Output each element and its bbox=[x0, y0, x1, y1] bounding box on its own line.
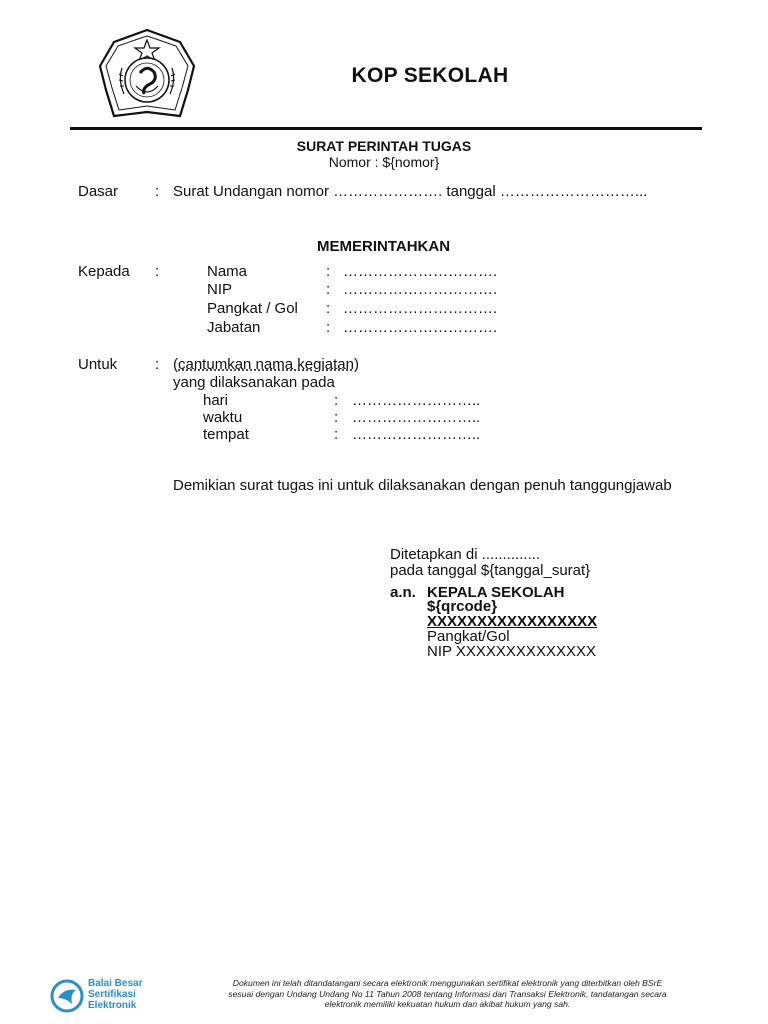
field-hari-colon: : bbox=[334, 392, 339, 409]
field-nip-value: …………………………. bbox=[343, 281, 498, 298]
footer-line-1: Dokumen ini telah ditandatangani secara elektronik menggunakan sertifikat elektronik yang diterbitkan oleh BSrE bbox=[232, 978, 663, 988]
field-pangkat-value: …………………………. bbox=[343, 300, 498, 317]
document-number: Nomor : ${nomor} bbox=[328, 154, 440, 170]
bsre-logo-line-3: Elektronik bbox=[88, 1000, 137, 1011]
dasar-colon: : bbox=[155, 183, 160, 200]
closing-statement: Demikian surat tugas ini untuk dilaksanakan dengan penuh tanggungjawab bbox=[173, 477, 672, 494]
field-waktu-label: waktu bbox=[203, 409, 243, 426]
field-nip-label: NIP bbox=[207, 281, 233, 298]
untuk-label: Untuk bbox=[78, 356, 118, 373]
signature-qrcode: ${qrcode} bbox=[427, 598, 498, 615]
field-pangkat-colon: : bbox=[326, 300, 331, 317]
field-tempat-value: …………………….. bbox=[352, 426, 481, 443]
bsre-logo-line-2: Sertifikasi bbox=[88, 989, 136, 1000]
field-waktu-value: …………………….. bbox=[352, 409, 481, 426]
field-jabatan-value: …………………………. bbox=[343, 319, 498, 336]
field-jabatan-colon: : bbox=[326, 319, 331, 336]
activity-open-paren: ( bbox=[173, 356, 178, 373]
school-emblem-icon bbox=[92, 28, 202, 122]
bsre-logo-line-1: Balai Besar bbox=[88, 978, 143, 989]
document-title: SURAT PERINTAH TUGAS bbox=[296, 138, 472, 154]
activity-close-paren: ) bbox=[353, 356, 359, 373]
signer-rank: Pangkat/Gol bbox=[427, 628, 510, 645]
command-heading: MEMERINTAHKAN bbox=[317, 238, 451, 255]
footer-disclaimer bbox=[180, 978, 715, 1010]
bsre-logo bbox=[50, 978, 160, 1014]
activity-line bbox=[173, 356, 359, 374]
footer-line-3: elektronik memiliki kekuatan hukum dan akibat hukum yang sah. bbox=[324, 999, 571, 1009]
signature-date: pada tanggal ${tanggal_surat} bbox=[390, 562, 591, 579]
signature-an: a.n. bbox=[390, 584, 416, 601]
kepada-label: Kepada bbox=[78, 263, 130, 280]
dasar-text: Surat Undangan nomor …………………. tanggal ………………………... bbox=[173, 183, 648, 200]
kepada-colon: : bbox=[155, 263, 160, 280]
field-waktu-colon: : bbox=[334, 409, 339, 426]
dasar-label: Dasar bbox=[78, 183, 119, 200]
field-tempat-colon: : bbox=[334, 426, 339, 443]
footer-line-2: sesuai dengan Undang Undang No 11 Tahun 2008 tentang Informasi dan Transaksi Elektronik, tandatangan secara bbox=[228, 988, 667, 999]
untuk-subtitle: yang dilaksanakan pada bbox=[173, 374, 335, 391]
activity-placeholder: cantumkan nama kegiatan bbox=[178, 356, 354, 373]
signature-place: Ditetapkan di .............. bbox=[390, 546, 541, 563]
header-divider bbox=[70, 127, 702, 130]
field-pangkat-label: Pangkat / Gol bbox=[207, 300, 298, 317]
field-hari-value: …………………….. bbox=[352, 392, 481, 409]
signer-nip: NIP XXXXXXXXXXXXXX bbox=[427, 643, 596, 660]
field-nama-value: …………………………. bbox=[343, 263, 498, 280]
untuk-colon: : bbox=[155, 356, 160, 373]
field-jabatan-label: Jabatan bbox=[207, 319, 261, 336]
field-nama-colon: : bbox=[326, 263, 331, 280]
field-nip-colon: : bbox=[326, 281, 331, 298]
school-letterhead-title: KOP SEKOLAH bbox=[351, 64, 509, 87]
field-hari-label: hari bbox=[203, 392, 229, 409]
field-tempat-label: tempat bbox=[203, 426, 249, 443]
field-nama-label: Nama bbox=[207, 263, 248, 280]
signer-name: XXXXXXXXXXXXXXXXX bbox=[427, 613, 598, 630]
signature-position: KEPALA SEKOLAH bbox=[427, 584, 565, 601]
bsre-emblem-icon bbox=[50, 978, 86, 1014]
